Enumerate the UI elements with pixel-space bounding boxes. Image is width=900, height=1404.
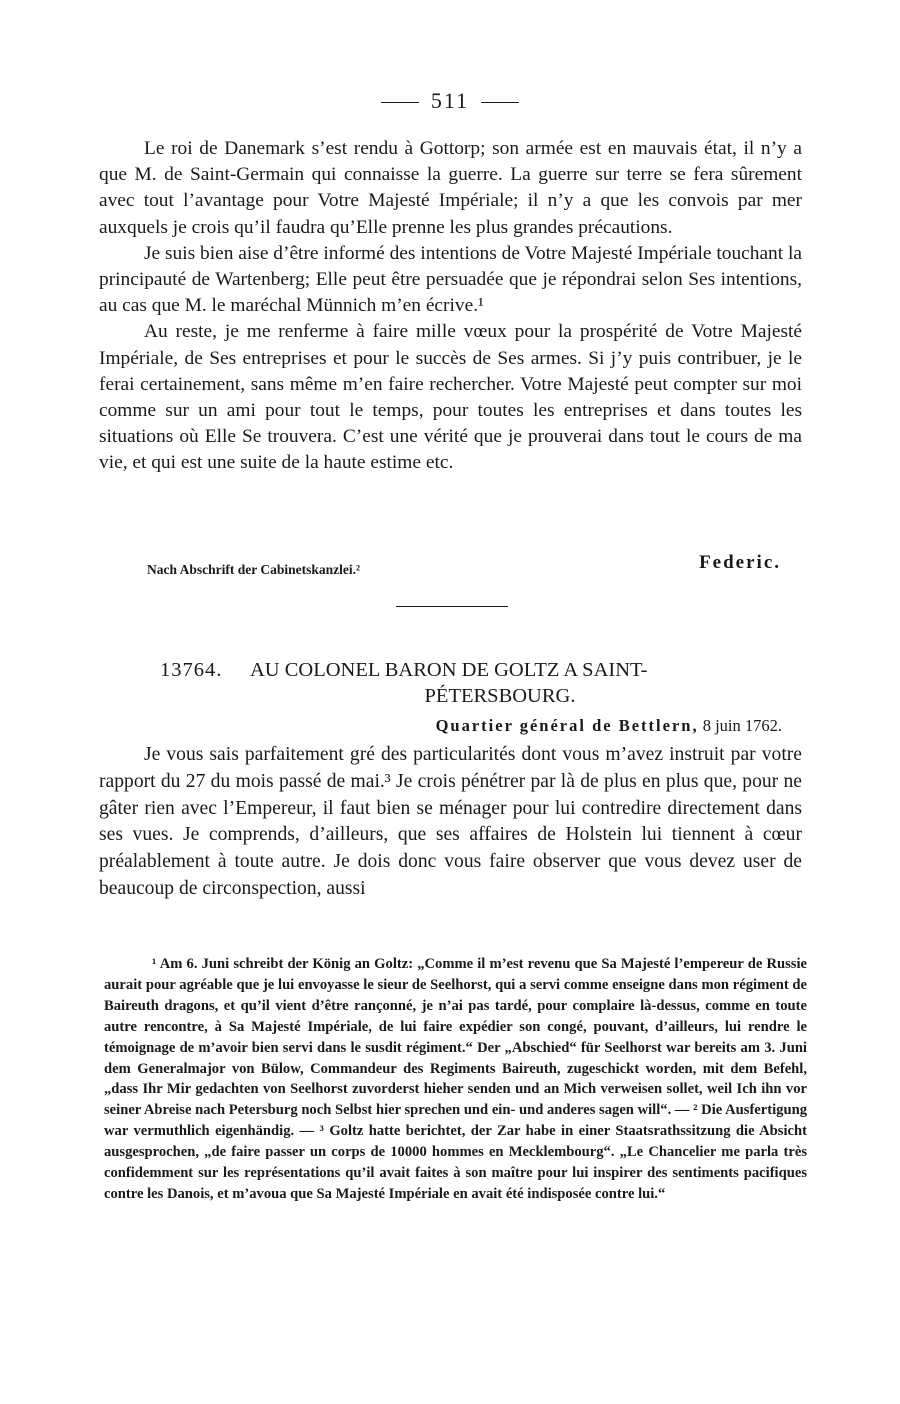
dispatch-heading (160, 657, 760, 709)
letter-paragraph: Au reste, je me renferme à faire mille vœux pour la prospérité de Votre Majesté Impériale, de Ses entreprises et pour le succès de Ses armes. Si j’y puis contribuer, je le ferai certainement, sans même m’en faire rechercher. Votre Majesté peut compter sur moi comme sur un ami pour tout le temps, pour toutes les entreprises et dans toutes les situations où Elle Se trouvera. C’est une vérité que je prouverai dans tout le cours de ma vie, et qui est une suite de la haute estime etc. (99, 321, 802, 474)
signature: Federic. (699, 552, 781, 573)
section-divider (396, 606, 508, 607)
dispatch-body (99, 742, 802, 903)
dateline (436, 716, 782, 736)
source-note: Nach Abschrift der Cabinetskanzlei.² (147, 562, 361, 577)
footnote-text: ¹ Am 6. Juni schreibt der König an Goltz: „Comme il m’est revenu que Sa Majesté l’empereur de Russie aurait pour agréable que je lui envoyasse le sieur de Seelhorst, qui a servi comme enseigne dans mon régiment de Baireuth dragons, et qu’il vient d’être rançonné, je n’ai pas tardé, pour complaire là-dessus, comme en toute autre rencontre, à Sa Majesté Impériale, de lui faire expédier son congé, pouvant, d’ailleurs, lui rendre le témoignage de m’avoir bien servi dans le susdit régiment.“ Der „Abschied“ für Seelhorst war bereits am 3. Juni dem Generalmajor von Bülow, Commandeur des Regiments Baireuth, zugeschickt worden, mit dem Befehl, „dass Ihr Mir gedachten von Seelhorst zuvorderst hieher senden und an Mich verweisen sollet, weil Ich ihn vor seiner Abreise nach Petersburg noch Selbst hier sprechen und ein- und anderes sagen will“. — ² Die Ausfertigung war vermuthlich eigenhändig. — ³ Goltz hatte berichtet, der Zar habe in einer Staatsrathssitzung die Absicht ausgesprochen, „de faire passer un corps de 10000 hommes en Mecklembourg“. „Le Chancelier me parla très confidemment sur les représentations qu’il avait faites à son maître pour lui inspirer des sentiments pacifiques contre les Danois, et m’avoua que Sa Majesté Impériale en avait été indisposée contre lui.“ (104, 956, 807, 1202)
page-header (0, 88, 900, 114)
letter-paragraph: Le roi de Danemark s’est rendu à Gottorp; son armée est en mauvais état, il n’y a que M. de Saint-Germain qui connaisse la guerre. La guerre sur terre se fera sûrement avec tout l’avantage pour Votre Majesté Impériale; il n’y a que les convois par mer auxquels je crois qu’il faudra qu’Elle prenne les plus grandes précautions. (99, 138, 802, 238)
dateline-place: Quartier général de Bettlern, (435, 716, 699, 735)
letter-paragraph: Je suis bien aise d’être informé des intentions de Votre Majesté Impériale touchant la principauté de Wartenberg; Elle peut être persuadée que je répondrai selon Ses intentions, au cas que M. le maréchal Münnich m’en écrive.¹ (99, 242, 802, 317)
header-dash-right (481, 102, 519, 103)
dateline-date: 8 juin 1762. (702, 716, 782, 735)
dispatch-number: 13764. (160, 659, 223, 681)
dispatch-title-line2: PÉTERSBOURG. (424, 685, 576, 707)
dispatch-title-line1: AU COLONEL BARON DE GOLTZ A SAINT- (250, 659, 648, 681)
page-number: 511 (430, 88, 470, 113)
footnotes (104, 954, 807, 1205)
letter-body (99, 136, 802, 477)
header-dash-left (381, 102, 419, 103)
dispatch-paragraph: Je vous sais parfaitement gré des particularités dont vous m’avez instruit par votre rapport du 27 du mois passé de mai.³ Je crois pénétrer par là de plus en plus que, pour ne gâter rien avec l’Empereur, il faut bien se ménager pour lui contredire directement dans ses vues. Je comprends, d’ailleurs, que ses affaires de Holstein lui tiennent à cœur préalablement à toute autre. Je dois donc vous faire observer que vous devez user de beaucoup de circonspection, aussi (99, 744, 802, 899)
letter-closing (147, 552, 787, 580)
